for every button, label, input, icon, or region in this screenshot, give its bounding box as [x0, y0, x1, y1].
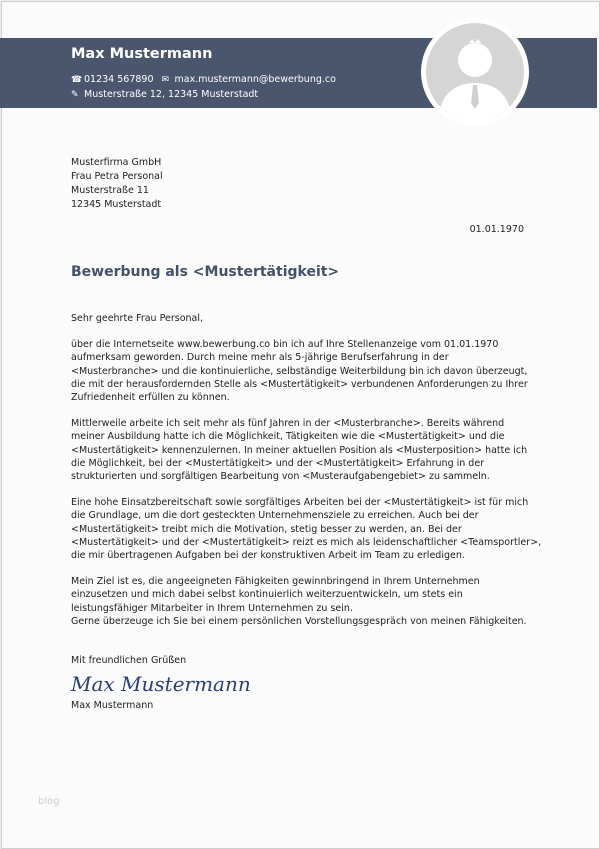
- postal-address: Musterstraße 12, 12345 Musterstadt: [84, 89, 259, 100]
- text-line: einzusetzen und mich dabei selbst kontinuierlich weiterzuentwickeln, um stets ein: [71, 589, 463, 601]
- email-address: max.mustermann@bewerbung.co: [174, 74, 336, 85]
- letter-body: [71, 312, 542, 641]
- text-line: die Grundlage, um die dort gesteckten Unternehmensziele zu erreichen. Auch bei der: [71, 510, 479, 522]
- avatar-frame: [421, 18, 529, 126]
- subject-line: Bewerbung als <Mustertätigkeit>: [71, 264, 340, 280]
- text-line: strukturierten und sorgfältigen Bearbeitung von <Musteraufgabengebiet> zu sammeln.: [71, 471, 490, 483]
- text-line: über die Internetseite www.bewerbung.co bin ich auf Ihre Stellenanzeige vom 01.01.1970: [71, 339, 499, 351]
- text-line: Mein Ziel ist es, die angeeigneten Fähigkeiten gewinnbringend in Ihrem Unternehmen: [71, 576, 480, 588]
- phone-icon: ☎: [71, 74, 83, 85]
- recipient-street: Musterstraße 11: [71, 185, 149, 196]
- person-placeholder-icon: [426, 23, 524, 121]
- contact-line-phone-email: [71, 74, 336, 85]
- text-line: <Mustertätigkeit> kennenzulernen. In meiner aktuellen Position als <Musterposition> hatte ich: [71, 444, 528, 456]
- paragraph: [71, 417, 531, 483]
- text-line: Zufriedenheit erfüllen zu können.: [71, 392, 230, 404]
- text-line: <Mustertätigkeit> und der <Mustertätigkeit> reizt es mich als leidenschaftlicher <Teamsportler>,: [71, 536, 542, 548]
- watermark: blog: [38, 796, 60, 807]
- handwritten-signature: Max Mustermann: [71, 672, 251, 696]
- text-line: meiner Ausbildung hatte ich die Möglichkeit, Tätigkeiten wie die <Mustertätigkeit> und die: [71, 431, 505, 443]
- text-line: aufmerksam geworden. Durch meine mehr als 5-jährige Berufserfahrung in der: [71, 352, 449, 364]
- email-icon: ✉: [161, 74, 170, 85]
- recipient-city: 12345 Musterstadt: [71, 199, 162, 210]
- text-line: <Mustertätigkeit> treibt mich die Motivation, stetig besser zu werden, an. Bei der: [71, 523, 462, 535]
- paragraph: [71, 575, 531, 628]
- text-line: <Musterbranche> und die kontinuierliche, selbständige Weiterbildung bin ich davon überzeugt,: [71, 365, 528, 377]
- closing-phrase: Mit freundlichen Grüßen: [71, 655, 187, 666]
- signed-name: Max Mustermann: [71, 700, 154, 711]
- salutation: Sehr geehrte Frau Personal,: [71, 313, 204, 324]
- text-line: Eine hohe Einsatzbereitschaft sowie sorgfältiges Arbeiten bei der <Mustertätigkeit> ist für mich: [71, 497, 529, 509]
- recipient-address: [71, 156, 163, 212]
- pen-icon: ✎: [71, 89, 79, 100]
- contact-line-address: [71, 89, 258, 100]
- recipient-contact: Frau Petra Personal: [71, 171, 163, 182]
- text-line: Gerne überzeuge ich Sie bei einem persönlichen Vorstellungsgespräch von meinen Fähigkeiten.: [71, 615, 527, 627]
- text-line: die mir übertragenen Aufgaben bei der konstruktiven Arbeit im Team zu erledigen.: [71, 550, 465, 562]
- text-line: die mit der herausfordernden Stelle als <Mustertätigkeit> verbundenen Anforderungen zu Ihrer: [71, 378, 528, 390]
- applicant-name: Max Mustermann: [71, 46, 213, 62]
- text-line: die Möglichkeit, bei der <Mustertätigkeit> und der <Mustertätigkeit> Erfahrung in der: [71, 457, 485, 469]
- text-line: Mittlerweile arbeite ich seit mehr als fünf Jahren in der <Musterbranche>. Bereits während: [71, 418, 505, 430]
- paragraph: [71, 496, 542, 562]
- paragraph: [71, 338, 531, 404]
- recipient-company: Musterfirma GmbH: [71, 157, 162, 168]
- letter-date: 01.01.1970: [469, 224, 524, 235]
- text-line: leistungsfähiger Mitarbeiter in Ihrem Unternehmen zu sein.: [71, 602, 353, 614]
- avatar: [426, 23, 524, 121]
- phone-number: 01234 567890: [84, 74, 154, 85]
